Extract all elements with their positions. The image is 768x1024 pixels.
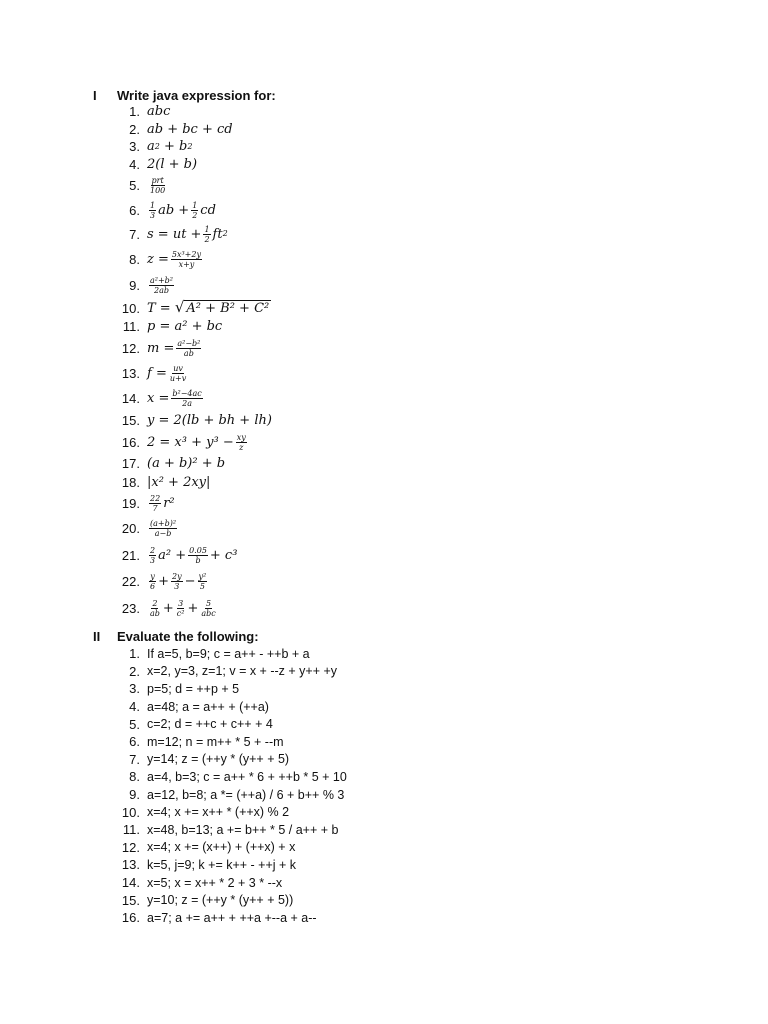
item-number: 7. — [129, 226, 140, 242]
expression-text: x=48, b=13; a += b++ * 5 / a++ + b — [147, 822, 339, 837]
expression-text: m=12; n = m++ * 5 + --m — [147, 734, 284, 749]
section-2-list — [117, 645, 347, 927]
list-item — [117, 430, 272, 454]
math-expression: (a + b)² + b — [147, 456, 226, 471]
section-1-list — [117, 102, 272, 622]
item-number: 19. — [121, 495, 140, 511]
math-expression: p = a² + bc — [147, 319, 223, 334]
math-expression: a 2 + b 2 — [147, 139, 193, 154]
math-expression: $\frac{1}{3}$ ab + $\frac{1}{2}$ cd — [150, 200, 216, 220]
list-item — [117, 318, 272, 335]
list-item — [117, 386, 272, 411]
math-expression: $\frac{\text{(a+b)²}}{a-b}$ — [150, 519, 177, 538]
math-expression: $\frac{y}{6}$ + $\frac{2y}{3}$ − $\frac{\text{y²}}{5}$ — [150, 572, 207, 591]
item-number: 13. — [121, 857, 140, 873]
expression-text: x=2, y=3, z=1; v = x + --z + y++ +y — [147, 664, 338, 679]
list-item — [117, 542, 272, 568]
list-item — [117, 246, 272, 273]
math-expression: z = $\frac{\text{5x³+2y}}{x+y}$ — [147, 250, 201, 269]
list-item — [117, 733, 347, 751]
list-item — [117, 102, 272, 121]
expression-text: a=12, b=8; a *= (++a) / 6 + b++ % 3 — [147, 787, 345, 802]
item-number: 12. — [121, 340, 140, 356]
list-item — [117, 663, 347, 681]
item-number: 9. — [129, 278, 140, 293]
expression-text: x=5; x = x++ * 2 + 3 * --x — [147, 875, 283, 890]
list-item — [117, 335, 272, 361]
expression-text: a=4, b=3; c = a++ * 6 + ++b * 5 + 10 — [147, 769, 347, 784]
item-number: 21. — [121, 547, 140, 563]
list-item — [117, 515, 272, 542]
item-number: 15. — [121, 892, 140, 908]
item-number: 23. — [121, 601, 140, 616]
item-number: 5. — [129, 716, 140, 732]
item-number: 6. — [129, 734, 140, 750]
list-item — [117, 680, 347, 698]
list-item — [117, 698, 347, 716]
math-expression: f = $\frac{uv}{u+v}$ — [147, 364, 187, 383]
section-1-heading: Write java expression for: — [117, 88, 276, 103]
item-number: 10. — [121, 804, 140, 820]
list-item — [117, 595, 272, 622]
item-number: 2. — [129, 122, 140, 137]
math-expression: 2 = x³ + y³ − $\frac{xy}{z}$ — [147, 432, 246, 452]
list-item — [117, 298, 272, 318]
item-number: 11. — [122, 822, 140, 838]
math-expression: 2(l + b) — [147, 156, 198, 172]
list-item — [117, 891, 347, 909]
list-item — [117, 138, 272, 155]
expression-text: p=5; d = ++p + 5 — [147, 681, 240, 696]
list-item — [117, 491, 272, 515]
math-expression: $\frac{\text{a²+b²}}{2ab}$ — [150, 276, 174, 295]
item-number: 8. — [129, 252, 140, 267]
section-2-heading: Evaluate the following: — [117, 629, 259, 644]
list-item — [117, 751, 347, 769]
expression-text: k=5, j=9; k += k++ - ++j + k — [147, 857, 297, 872]
item-number: 1. — [129, 646, 140, 662]
item-number: 20. — [121, 521, 140, 536]
math-expression: $\frac{22}{7}$ r² — [150, 493, 175, 513]
math-expression: abc — [147, 104, 171, 119]
item-number: 4. — [129, 156, 140, 172]
item-number: 6. — [129, 202, 140, 218]
list-item — [117, 222, 272, 246]
math-expression: $\frac{2}{3}$ a² + $\frac{0.05}{b}$ + c³ — [150, 545, 238, 565]
item-number: 16. — [121, 910, 140, 926]
item-number: 15. — [121, 413, 140, 428]
list-item — [117, 454, 272, 473]
item-number: 11. — [122, 319, 140, 334]
list-item — [117, 856, 347, 874]
item-number: 16. — [121, 434, 140, 450]
list-item — [117, 361, 272, 386]
list-item — [117, 874, 347, 892]
item-number: 2. — [129, 663, 140, 679]
list-item — [117, 121, 272, 138]
list-item — [117, 786, 347, 804]
list-item — [117, 155, 272, 173]
section-1-numeral: I — [93, 88, 97, 103]
item-number: 5. — [129, 178, 140, 193]
math-expression: $\frac{2}{ab}$ + $\frac{3}{\text{c²}}$ + $\frac{5}{\text{abc}}$ — [150, 599, 216, 618]
item-number: 14. — [121, 875, 140, 891]
list-item — [117, 821, 347, 839]
expression-text: x=4; x += x++ * (++x) % 2 — [147, 805, 290, 820]
list-item — [117, 273, 272, 298]
section-2-numeral: II — [93, 629, 101, 644]
list-item — [117, 473, 272, 491]
expression-text: y=10; z = (++y * (y++ + 5)) — [147, 893, 294, 908]
math-expression: |x² + 2xy| — [147, 474, 211, 490]
list-item — [117, 198, 272, 222]
list-item — [117, 768, 347, 786]
item-number: 7. — [129, 751, 140, 767]
item-number: 22. — [121, 574, 140, 589]
math-expression: x = $\frac{\text{b²−4ac}}{2a}$ — [147, 389, 202, 408]
item-number: 9. — [129, 787, 140, 803]
expression-text: x=4; x += (x++) + (++x) + x — [147, 840, 296, 855]
math-expression: y = 2(lb + bh + lh) — [147, 413, 272, 428]
list-item — [117, 715, 347, 733]
item-number: 14. — [121, 391, 140, 406]
expression-text: a=7; a += a++ + ++a +--a + a-- — [147, 910, 317, 925]
math-expression: $\frac{\text{prt}}{100}$ — [150, 176, 166, 195]
expression-text: If a=5, b=9; c = a++ - ++b + a — [147, 646, 310, 661]
list-item — [117, 568, 272, 595]
list-item — [117, 411, 272, 430]
list-item — [117, 839, 347, 857]
item-number: 18. — [121, 474, 140, 490]
math-expression: m = $\frac{\text{a²−b²}}{ab}$ — [147, 338, 201, 358]
list-item — [117, 645, 347, 663]
expression-text: y=14; z = (++y * (y++ + 5) — [147, 752, 290, 767]
item-number: 3. — [129, 139, 140, 154]
math-expression: T = √ A² + B² + C² — [147, 298, 270, 316]
expression-text: c=2; d = ++c + c++ + 4 — [147, 717, 273, 732]
list-item — [117, 173, 272, 198]
math-expression: s = ut + $\frac{1}{2}$ ft 2 — [147, 224, 228, 244]
list-item — [117, 909, 347, 927]
item-number: 13. — [121, 366, 140, 381]
item-number: 10. — [121, 300, 140, 316]
item-number: 4. — [129, 699, 140, 715]
expression-text: a=48; a = a++ + (++a) — [147, 699, 269, 714]
math-expression: ab + bc + cd — [147, 122, 233, 137]
item-number: 3. — [129, 681, 140, 697]
list-item — [117, 803, 347, 821]
item-number: 12. — [121, 839, 140, 855]
item-number: 17. — [121, 456, 140, 471]
item-number: 1. — [129, 104, 140, 119]
item-number: 8. — [129, 769, 140, 785]
